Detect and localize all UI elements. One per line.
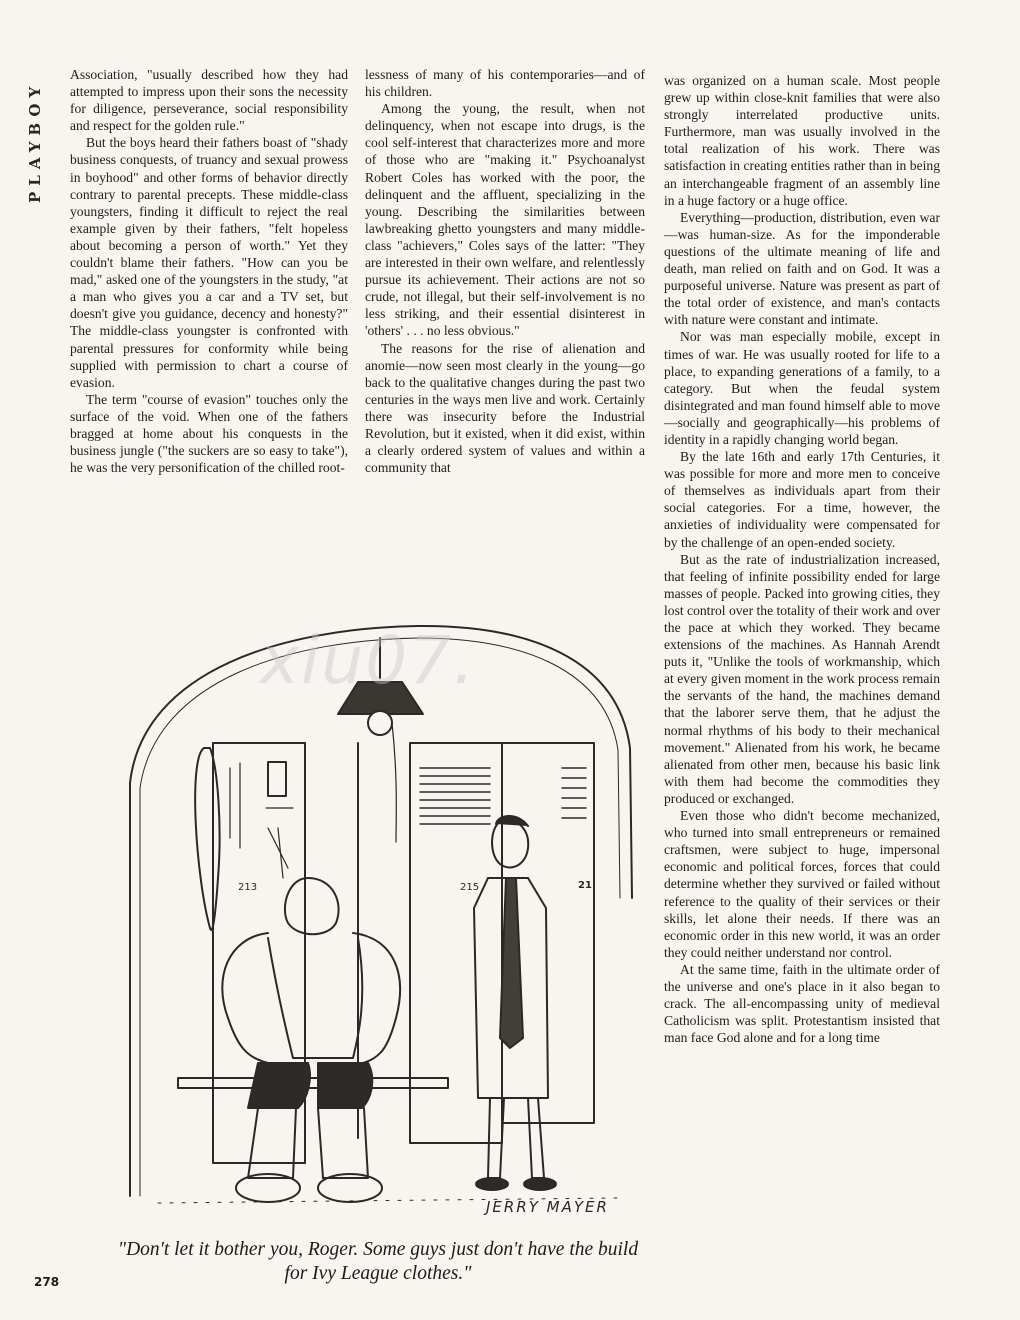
paragraph: Among the young, the result, when not delinquency, when not escape into drugs, is the cool self-interest that characterizes more and more of those who are "making it." Psychoanalyst Robert Coles has worked with the poor, the delinquent and the affluent, specializing in the young. Describing the similarities between lawbreaking ghetto youngsters and many middle-class "achievers," Coles says of the latter: "They are interested in their own welfare, and relentlessly pursue its achievement. Their actions are not so crude, not illegal, but their self-involvement is no less striking, and their essential disinterest in 'others' . . . no less obvious." <box>365 101 645 339</box>
page-number: 278 <box>34 1275 60 1289</box>
shorts <box>248 1063 310 1108</box>
locker-number: 213 <box>238 882 258 893</box>
locker-number: 21 <box>578 880 592 891</box>
light-bulb <box>368 711 392 735</box>
bench <box>178 1078 448 1088</box>
column-2 <box>365 66 645 476</box>
bottle <box>268 762 286 796</box>
locker-number: 215 <box>460 882 480 893</box>
paragraph: By the late 16th and early 17th Centuries, it was possible for more and more men to conceive of themselves as individuals apart from their social categories. For a time, however, the anxieties of individuality were compensated for by the challenge of an open-ended society. <box>664 449 940 550</box>
watermark: xiu07. <box>260 622 477 699</box>
artist-signature: JERRY MAYER <box>486 1198 609 1216</box>
paragraph: Everything—production, distribution, even war—was human-size. As for the imponderable questions of the ultimate meaning of life and death, man relied on faith and on God. It was a purposeful universe. Nature was present as part of the total order of existence, and man's contacts with nature were constant and intimate. <box>664 209 940 328</box>
paragraph: was organized on a human scale. Most people grew up within close-knit families that were also strongly interrelated productive units. Furthermore, man was usually involved in the total realization of his work. There was satisfaction in creating entities rather than in being an interchangeable fragment of an assembly line in a huge factory or a huge office. <box>664 73 940 208</box>
paragraph: The reasons for the rise of alienation and anomie—now seen most clearly in the young—go back to the qualitative changes during the past two centuries in the ways men live and work. Certainly there was insecurity before the Industrial Revolution, but it existed, when it did exist, within a clearly ordered system of values and within a community that <box>365 340 645 476</box>
paragraph: Nor was man especially mobile, except in times of war. He was usually rooted for life to a place, to expanding generations of a family, to a category. But when the feudal system disintegrated and man found himself able to move—socially and geographically—his problems of identity in a rapidly changing world began. <box>664 329 940 447</box>
shoe <box>524 1178 556 1190</box>
column-1 <box>70 66 348 476</box>
paragraph: At the same time, faith in the ultimate order of the universe and one's place in it also began to crack. The all-encompassing unity of medieval Catholicism was split. Protestantism insisted that man face God alone and for a long time <box>664 961 940 1046</box>
paragraph: lessness of many of his contemporaries—and of his children. <box>365 67 645 100</box>
shoe <box>476 1178 508 1190</box>
paragraph: The term "course of evasion" touches only the surface of the void. When one of the fathers bragged at home about his conquests in the business jungle ("the suckers are so easy to take"), he was the very personification of the chilled root- <box>70 391 348 476</box>
paragraph: But as the rate of industrialization increased, that feeling of infinite possibility ended for large masses of people. Packed into growing cities, they lost control over the totality of their work and over the pace at which they worked. They became extensions of the machines. As Hannah Arendt puts it, "Unlike the tools of workmanship, which at every given moment in the work process remain the servants of the hand, the machines demand that the laborer serve them, that he adjust the normal rhythms of his body to their mechanical movement." Alienated from his work, he became alienated from other men, because his basic link with them had become the commodities they produced or exchanged. <box>664 551 940 806</box>
magazine-logo: PLAYBOY <box>26 80 44 204</box>
towel <box>195 748 219 930</box>
pull-chain <box>392 723 396 842</box>
seated-man-head <box>285 878 339 934</box>
paragraph: Even those who didn't become mechanized, who turned into small entrepreneurs or remained craftsmen, were subject to huge, impersonal economic and political forces, forces that could determine whether they survived or failed without reference to the quality of their services or their skills, let alone their needs. If there was an economic order in this new world, it was an order they could neither understand nor control. <box>664 808 940 960</box>
standing-man-head <box>492 820 528 868</box>
cartoon-caption: "Don't let it bother you, Roger. Some guys just don't have the build for Ivy League clothes." <box>117 1239 639 1284</box>
striped-tie <box>500 878 523 1048</box>
paragraph: Association, "usually described how they had attempted to impress upon their sons the necessity for diligence, perseverance, social responsibility and respect for the golden rule." <box>70 67 348 134</box>
column-3 <box>664 72 940 1046</box>
paragraph: But the boys heard their fathers boast of "shady business conquests, of truancy and sexual prowess in boyhood" and other forms of behavior directly contrary to parental precepts. These middle-class youngsters, finding it difficult to reject the real example given by their fathers, "felt hopeless about becoming a person of worth." Yet they couldn't blame their fathers. "How can you be mad," asked one of the youngsters in the study, "at a man who gives you a car and a TV set, but doesn't give you guidance, decency and honesty?" The middle-class youngster is confronted with parental pressures for conformity while being supplied with permission to chart a course of evasion. <box>70 135 348 390</box>
locker-215 <box>410 743 502 1143</box>
